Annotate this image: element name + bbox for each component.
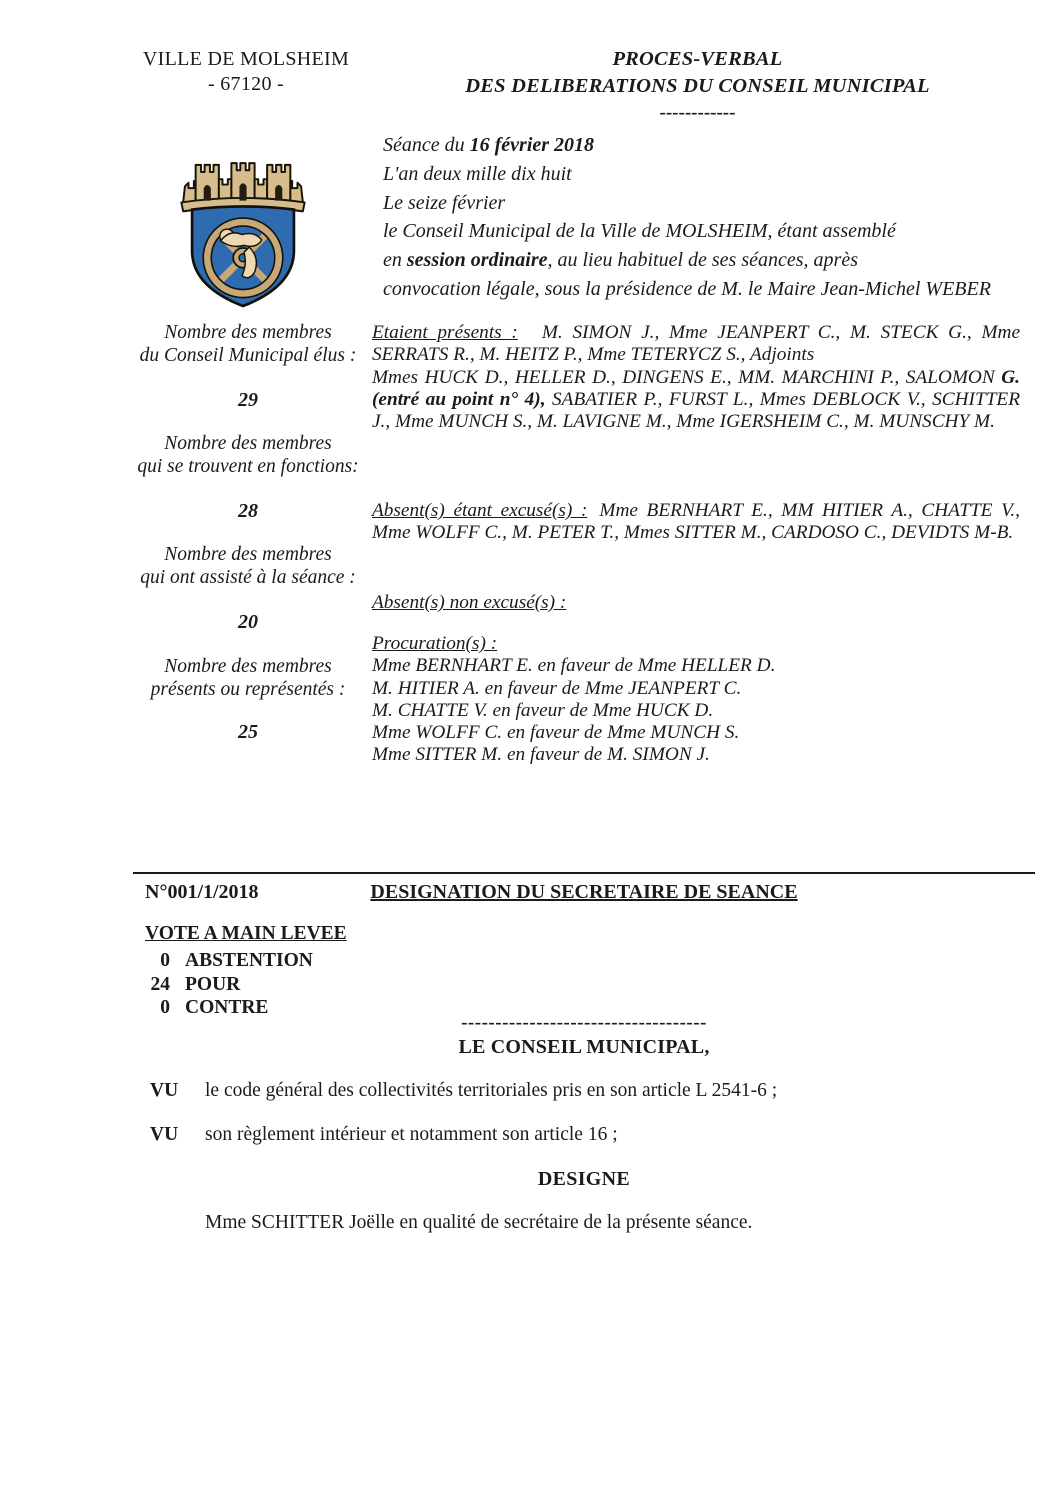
count-label-in-office <box>128 432 368 478</box>
clause-vu-1 <box>150 1080 1025 1102</box>
session-day-line: Le seize février <box>383 191 506 214</box>
present-names-part2b: SABATIER P., FURST L., Mmes DEBLOCK V., SCHITTER J., Mme MUNCH S., M. LAVIGNE M., Mme IGERSHEIM C., M. MUNSCHY M. <box>372 388 1020 433</box>
session-type-suffix: , au lieu habituel de ses séances, après <box>547 249 858 272</box>
vote-row-abstention <box>138 949 313 973</box>
absent-not-excused-block <box>372 592 1020 614</box>
designation-line: Mme SCHITTER Joëlle en qualité de secrétaire de la présente séance. <box>205 1212 753 1233</box>
session-date-line <box>383 131 1003 160</box>
proxy-line: M. HITIER A. en faveur de Mme JEANPERT C. <box>372 677 742 699</box>
vote-results <box>138 949 313 1020</box>
count-value-attended: 20 <box>238 611 258 633</box>
proxies-block <box>372 633 1020 767</box>
deliberation-number: N°001/1/2018 <box>145 881 259 903</box>
count-value-in-office: 28 <box>238 500 258 522</box>
vote-label: POUR <box>185 973 241 995</box>
council-dashed-separator: ------------------------------------ <box>461 1012 707 1033</box>
count-label-line2: du Conseil Municipal élus : <box>139 345 357 366</box>
deliberation-title: DESIGNATION DU SECRETAIRE DE SEANCE <box>370 881 798 903</box>
clause-text: le code général des collectivités territoriales pris en son article L 2541-6 ; <box>205 1080 778 1101</box>
commune-name: VILLE DE MOLSHEIM <box>142 48 350 70</box>
vote-label: CONTRE <box>185 997 269 1018</box>
present-names-bold: G. (entré au point n° 4), <box>372 366 1020 410</box>
present-label: Etaient présents : <box>372 322 518 343</box>
present-members-block <box>372 322 1020 433</box>
clause-vu-2 <box>150 1124 1025 1146</box>
molsheim-coat-of-arms <box>176 150 310 312</box>
vote-heading: VOTE A MAIN LEVEE <box>145 923 347 944</box>
header-dashed-separator: ------------ <box>659 102 736 123</box>
absent-excused-names: Mme BERNHART E., MM HITIER A., CHATTE V., Mme WOLFF C., M. PETER T., Mmes SITTER M., CARDOSO C., DEVIDTS M-B. <box>372 500 1020 544</box>
clause-keyword: VU <box>150 1080 179 1101</box>
vote-count: 0 <box>160 997 170 1018</box>
vote-count: 0 <box>160 950 170 971</box>
proxy-line: Mme WOLFF C. en faveur de Mme MUNCH S. <box>372 722 740 744</box>
count-label-line1: Nombre des membres <box>164 322 332 343</box>
postal-code: - 67120 - <box>207 73 285 95</box>
designates-heading: DESIGNE <box>537 1168 631 1190</box>
session-type-line <box>383 246 1003 275</box>
count-label-line1: Nombre des membres <box>164 656 332 677</box>
session-date: 16 février 2018 <box>469 134 595 156</box>
proxies-label: Procuration(s) : <box>372 633 498 654</box>
count-label-line2: présents ou représentés : <box>150 679 346 700</box>
vote-row-pour <box>138 973 313 997</box>
absent-excused-label: Absent(s) étant excusé(s) : <box>372 500 588 521</box>
clause-text: son règlement intérieur et notamment son article 16 ; <box>205 1124 618 1145</box>
document-title <box>420 46 975 100</box>
count-label-attended <box>128 543 368 589</box>
session-type-prefix: en <box>383 249 407 272</box>
session-assembly-line: le Conseil Municipal de la Ville de MOLSHEIM, étant assemblé <box>383 220 896 243</box>
count-label-represented <box>128 655 368 701</box>
document-title-line1: PROCES-VERBAL <box>612 48 783 70</box>
proxy-line: Mme SITTER M. en faveur de M. SIMON J. <box>372 744 710 766</box>
session-president-line: convocation légale, sous la présidence de M. le Maire Jean-Michel WEBER <box>383 277 991 300</box>
document-title-line2: DES DELIBERATIONS DU CONSEIL MUNICIPAL <box>465 75 930 97</box>
session-type: session ordinaire <box>406 249 548 272</box>
council-heading: LE CONSEIL MUNICIPAL, <box>458 1036 710 1058</box>
vote-count: 24 <box>150 973 170 995</box>
count-label-elected <box>128 321 368 367</box>
section-divider-rule <box>133 872 1035 874</box>
absent-excused-block <box>372 500 1020 545</box>
count-value-represented: 25 <box>238 721 258 743</box>
member-counts-column <box>128 315 368 760</box>
session-block <box>383 131 1003 304</box>
clause-keyword: VU <box>150 1124 179 1145</box>
session-date-prefix: Séance du <box>383 134 470 156</box>
vote-label: ABSTENTION <box>185 950 313 971</box>
count-label-line1: Nombre des membres <box>164 544 332 565</box>
count-label-line1: Nombre des membres <box>164 433 332 454</box>
proxy-line: Mme BERNHART E. en faveur de Mme HELLER D. <box>372 655 776 677</box>
present-names-line1: M. SIMON J., Mme JEANPERT C., M. STECK G., Mme SERRATS R., M. HEITZ P., Mme TETERYCZ S., Adjoints <box>372 322 1021 366</box>
absent-not-excused-label: Absent(s) non excusé(s) : <box>372 592 567 613</box>
count-value-elected: 29 <box>238 389 258 411</box>
session-year-line: L'an deux mille dix huit <box>383 162 572 185</box>
commune-identity <box>140 47 352 97</box>
proxy-line: M. CHATTE V. en faveur de Mme HUCK D. <box>372 699 714 721</box>
count-label-line2: qui ont assisté à la séance : <box>140 567 356 588</box>
present-names-part2a: Mmes HUCK D., HELLER D., DINGENS E., MM. MARCHINI P., SALOMON <box>372 366 1002 388</box>
count-label-line2: qui se trouvent en fonctions: <box>137 456 359 477</box>
